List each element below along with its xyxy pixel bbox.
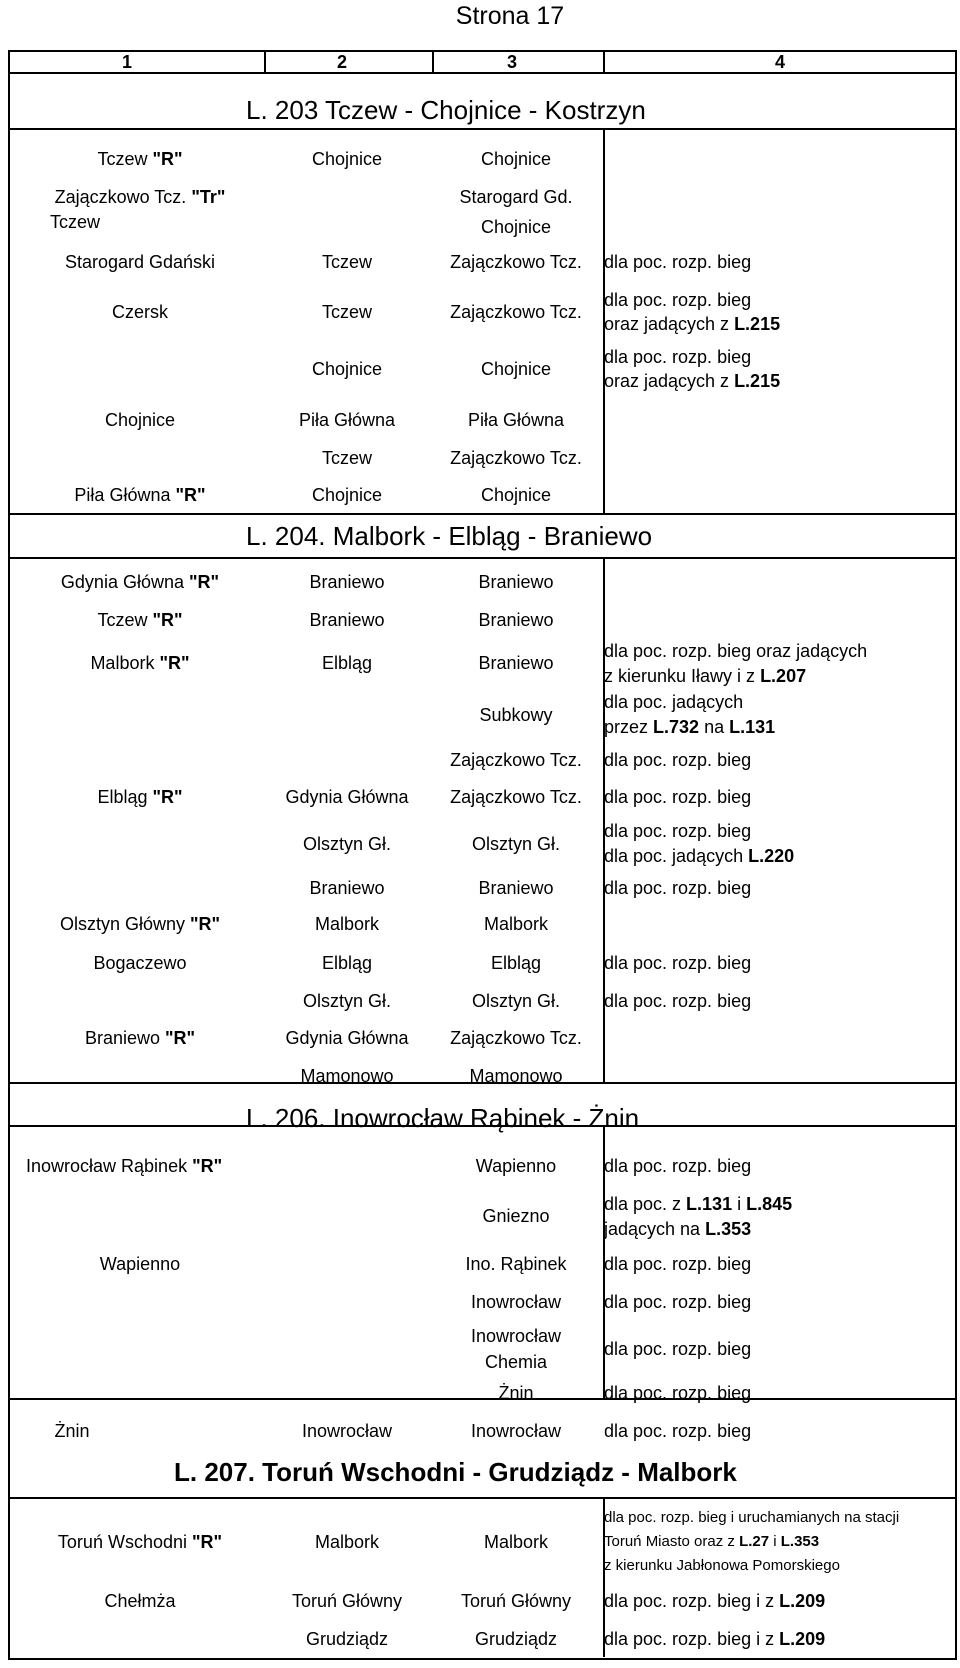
station-cell: Braniewo "R" xyxy=(84,1028,196,1048)
destination-cell: Tczew xyxy=(321,252,372,272)
header-col-divider xyxy=(432,50,434,72)
destination-cell: Chojnice xyxy=(480,359,552,379)
section-divider xyxy=(8,513,957,515)
destination-cell: Elbląg xyxy=(321,953,373,973)
station-cell: Elbląg "R" xyxy=(97,787,183,807)
station-cell: Tczew "R" xyxy=(97,149,183,169)
destination-cell: Malbork xyxy=(314,1532,380,1552)
station-cell: Bogaczewo xyxy=(93,953,187,973)
destination-cell: Tczew xyxy=(321,448,372,468)
destination-cell: Braniewo xyxy=(478,878,554,898)
remark-cell: dla poc. rozp. bieg xyxy=(604,750,752,770)
column-number-3: 3 xyxy=(507,52,518,72)
station-cell: Malbork "R" xyxy=(90,653,190,673)
remark-cell: przez L.732 na L.131 xyxy=(604,717,776,737)
destination-cell: Olsztyn Gł. xyxy=(302,834,391,854)
destination-cell: Braniewo xyxy=(478,653,554,673)
remark-cell: dla poc. rozp. bieg xyxy=(604,991,752,1011)
destination-cell: Starogard Gd. xyxy=(459,187,573,207)
station-cell: Gdynia Główna "R" xyxy=(60,572,220,592)
section-title-divider xyxy=(8,128,957,130)
destination-cell: Subkowy xyxy=(479,705,553,725)
page-header: Strona 17 xyxy=(455,2,565,30)
remark-cell: dla poc. jadących xyxy=(604,692,744,712)
destination-cell: Grudziądz xyxy=(305,1629,389,1649)
station-cell: Czersk xyxy=(111,302,168,322)
destination-cell: Chojnice xyxy=(311,149,383,169)
destination-cell: Tczew xyxy=(321,302,372,322)
destination-cell: Inowrocław xyxy=(470,1292,562,1312)
destination-cell: Mamonowo xyxy=(469,1066,563,1086)
column-number-4: 4 xyxy=(775,52,786,72)
column-number-2: 2 xyxy=(337,52,348,72)
destination-cell: Toruń Główny xyxy=(460,1591,572,1611)
remark-cell: dla poc. jadących L.220 xyxy=(604,846,795,866)
destination-cell: Olsztyn Gł. xyxy=(302,991,391,1011)
remark-cell: oraz jadących z L.215 xyxy=(604,314,781,334)
destination-cell: Zajączkowo Tcz. xyxy=(450,448,582,468)
remark-cell: dla poc. rozp. bieg xyxy=(604,252,752,272)
destination-cell: Olsztyn Gł. xyxy=(471,991,560,1011)
section-title-207: L. 207. Toruń Wschodni - Grudziądz - Malbork xyxy=(174,1457,737,1487)
station-cell: Inowrocław Rąbinek "R" xyxy=(26,1156,223,1176)
station-cell: Toruń Wschodni "R" xyxy=(57,1532,223,1552)
destination-cell: Toruń Główny xyxy=(291,1591,403,1611)
remark-cell: dla poc. rozp. bieg i z L.209 xyxy=(604,1591,826,1611)
remark-cell: dla poc. rozp. bieg xyxy=(604,787,752,807)
remark-cell: dla poc. rozp. bieg xyxy=(604,347,752,367)
destination-cell: Inowrocław xyxy=(470,1326,562,1346)
header-col-divider xyxy=(603,50,605,72)
destination-cell: Braniewo xyxy=(309,572,385,592)
remark-cell: dla poc. rozp. bieg xyxy=(604,1254,752,1274)
destination-cell: Grudziądz xyxy=(474,1629,558,1649)
header-divider xyxy=(8,72,957,74)
destination-cell: Zajączkowo Tcz. xyxy=(450,252,582,272)
destination-cell: Żnin xyxy=(498,1383,534,1403)
remark-cell: dla poc. z L.131 i L.845 xyxy=(604,1194,793,1214)
destination-cell: Chemia xyxy=(484,1352,548,1372)
destination-cell: Malbork xyxy=(314,914,380,934)
destination-cell: Braniewo xyxy=(309,878,385,898)
section-divider xyxy=(8,1497,957,1499)
remark-cell: dla poc. rozp. bieg xyxy=(604,1421,752,1441)
destination-cell: Malbork xyxy=(483,1532,549,1552)
destination-cell: Gdynia Główna xyxy=(285,1028,409,1048)
station-cell: Tczew xyxy=(50,212,101,232)
station-cell: Starogard Gdański xyxy=(64,252,216,272)
destination-cell: Braniewo xyxy=(478,572,554,592)
destination-cell: Mamonowo xyxy=(300,1066,394,1086)
destination-cell: Inowrocław xyxy=(301,1421,393,1441)
section-divider xyxy=(8,557,957,559)
destination-cell: Zajączkowo Tcz. xyxy=(450,787,582,807)
destination-cell: Piła Główna xyxy=(298,410,396,430)
destination-cell: Zajączkowo Tcz. xyxy=(450,302,582,322)
remark-cell: dla poc. rozp. bieg xyxy=(604,1156,752,1176)
remark-cell: z kierunku Iławy i z L.207 xyxy=(604,666,807,686)
remark-cell: dla poc. rozp. bieg xyxy=(604,953,752,973)
destination-cell: Malbork xyxy=(483,914,549,934)
destination-cell: Chojnice xyxy=(480,217,552,237)
table-frame xyxy=(8,50,957,1660)
destination-cell: Wapienno xyxy=(475,1156,557,1176)
station-cell: Piła Główna "R" xyxy=(74,485,206,505)
station-cell: Zajączkowo Tcz. "Tr" xyxy=(54,187,226,207)
remark-cell: dla poc. rozp. bieg xyxy=(604,290,752,310)
column-number-1: 1 xyxy=(122,52,133,72)
remark-cell: jadących na L.353 xyxy=(604,1219,752,1239)
destination-cell: Zajączkowo Tcz. xyxy=(450,1028,582,1048)
destination-cell: Braniewo xyxy=(478,610,554,630)
station-cell: Olsztyn Główny "R" xyxy=(59,914,221,934)
section-title-203: L. 203 Tczew - Chojnice - Kostrzyn xyxy=(246,95,646,125)
remark-cell: z kierunku Jabłonowa Pomorskiego xyxy=(604,1557,840,1574)
remark-cell: oraz jadących z L.215 xyxy=(604,371,781,391)
destination-cell: Elbląg xyxy=(490,953,542,973)
station-cell: Tczew "R" xyxy=(97,610,183,630)
remark-cell: dla poc. rozp. bieg xyxy=(604,878,752,898)
destination-cell: Inowrocław xyxy=(470,1421,562,1441)
remark-cell: Toruń Miasto oraz z L.27 i L.353 xyxy=(604,1533,820,1550)
remark-cell: dla poc. rozp. bieg xyxy=(604,1339,752,1359)
remark-cell: dla poc. rozp. bieg xyxy=(604,1383,752,1403)
destination-cell: Chojnice xyxy=(311,485,383,505)
section-title-206: L. 206. Inowrocław Rąbinek - Żnin xyxy=(246,1103,640,1133)
destination-cell: Ino. Rąbinek xyxy=(465,1254,567,1274)
remark-cell: dla poc. rozp. bieg xyxy=(604,1292,752,1312)
station-cell: Chełmża xyxy=(104,1591,176,1611)
destination-cell: Zajączkowo Tcz. xyxy=(450,750,582,770)
destination-cell: Chojnice xyxy=(480,149,552,169)
remark-cell: dla poc. rozp. bieg i uruchamianych na stacji xyxy=(604,1509,900,1526)
station-cell: Żnin xyxy=(54,1421,90,1441)
station-cell: Wapienno xyxy=(99,1254,181,1274)
destination-cell: Olsztyn Gł. xyxy=(471,834,560,854)
station-cell: Chojnice xyxy=(104,410,176,430)
remark-cell: dla poc. rozp. bieg i z L.209 xyxy=(604,1629,826,1649)
destination-cell: Braniewo xyxy=(309,610,385,630)
header-col-divider xyxy=(264,50,266,72)
destination-cell: Elbląg xyxy=(321,653,373,673)
destination-cell: Chojnice xyxy=(311,359,383,379)
destination-cell: Gdynia Główna xyxy=(285,787,409,807)
destination-cell: Piła Główna xyxy=(467,410,565,430)
remark-cell: dla poc. rozp. bieg oraz jadących xyxy=(604,641,868,661)
remark-cell: dla poc. rozp. bieg xyxy=(604,821,752,841)
destination-cell: Chojnice xyxy=(480,485,552,505)
destination-cell: Gniezno xyxy=(482,1206,550,1226)
section-title-204: L. 204. Malbork - Elbląg - Braniewo xyxy=(246,521,653,551)
